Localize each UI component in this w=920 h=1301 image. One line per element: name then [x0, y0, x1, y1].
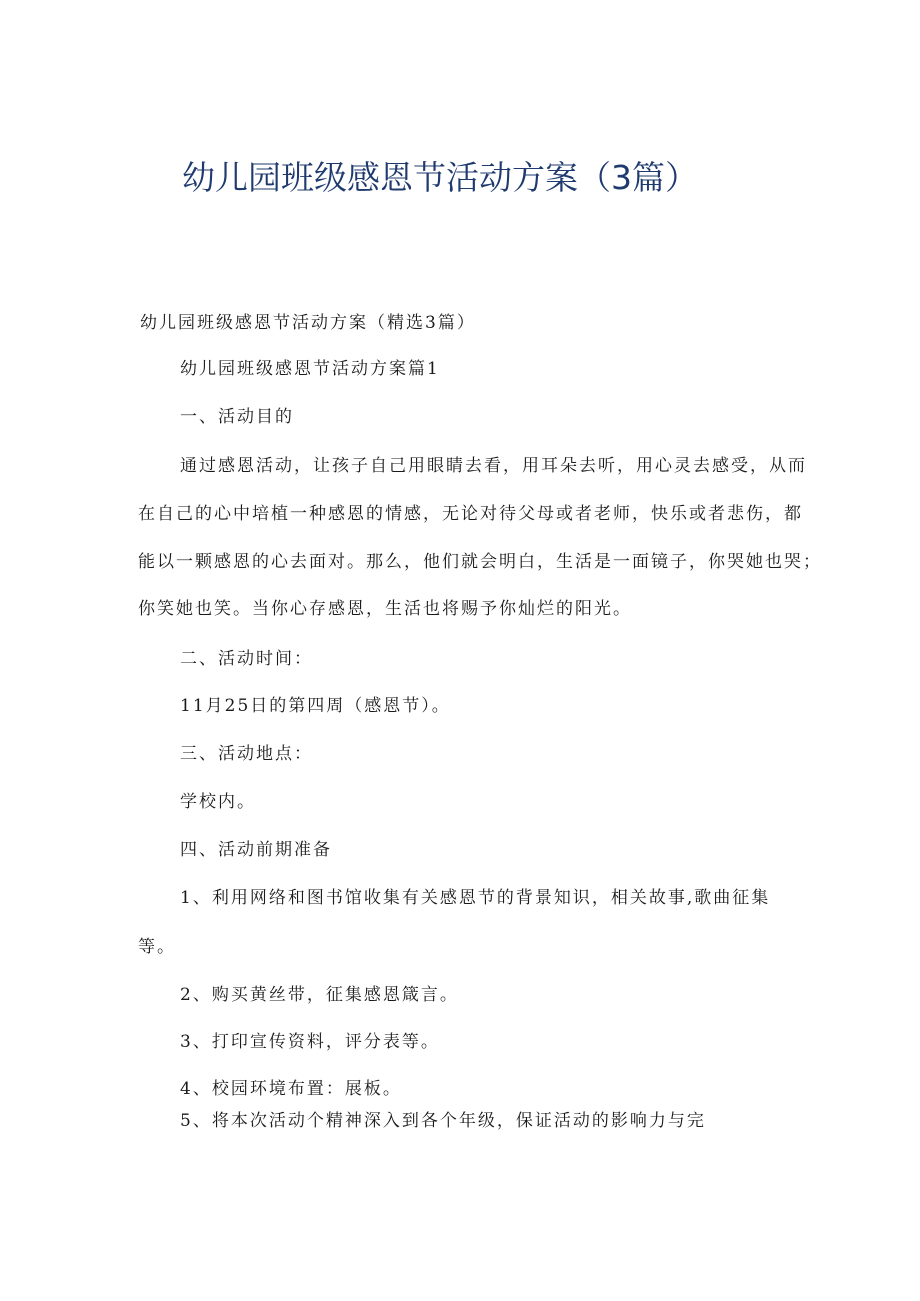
- list-item: 1、利用网络和图书馆收集有关感恩节的背景知识，相关故事,歌曲征集: [180, 888, 771, 908]
- list-item: 2、购买黄丝带，征集感恩箴言。: [180, 985, 459, 1005]
- document-title: 幼儿园班级感恩节活动方案（3篇）: [182, 158, 698, 197]
- time-text: 11月25日的第四周（感恩节）。: [180, 696, 451, 716]
- section-heading: 幼儿园班级感恩节活动方案篇1: [180, 359, 440, 379]
- heading-time: 二、活动时间：: [180, 649, 313, 669]
- heading-preparation: 四、活动前期准备: [180, 840, 332, 860]
- paragraph-line: 能以一颗感恩的心去面对。那么，他们就会明白，生活是一面镜子，你哭她也哭；: [138, 552, 822, 572]
- paragraph-line: 在自己的心中培植一种感恩的情感，无论对待父母或者老师，快乐或者悲伤，都: [138, 504, 803, 524]
- paragraph-line: 通过感恩活动，让孩子自己用眼睛去看，用耳朵去听，用心灵去感受，从而: [180, 456, 807, 476]
- location-text: 学校内。: [180, 792, 256, 812]
- list-item: 3、打印宣传资料，评分表等。: [180, 1032, 440, 1052]
- document-subtitle: 幼儿园班级感恩节活动方案（精选3篇）: [140, 313, 476, 333]
- list-item-continuation: 等。: [138, 937, 176, 957]
- heading-purpose: 一、活动目的: [180, 407, 294, 427]
- list-item: 5、将本次活动个精神深入到各个年级，保证活动的影响力与完: [180, 1111, 706, 1131]
- heading-location: 三、活动地点：: [180, 744, 313, 764]
- list-item: 4、校园环境布置：展板。: [180, 1079, 402, 1099]
- paragraph-line: 你笑她也笑。当你心存感恩，生活也将赐予你灿烂的阳光。: [138, 599, 632, 619]
